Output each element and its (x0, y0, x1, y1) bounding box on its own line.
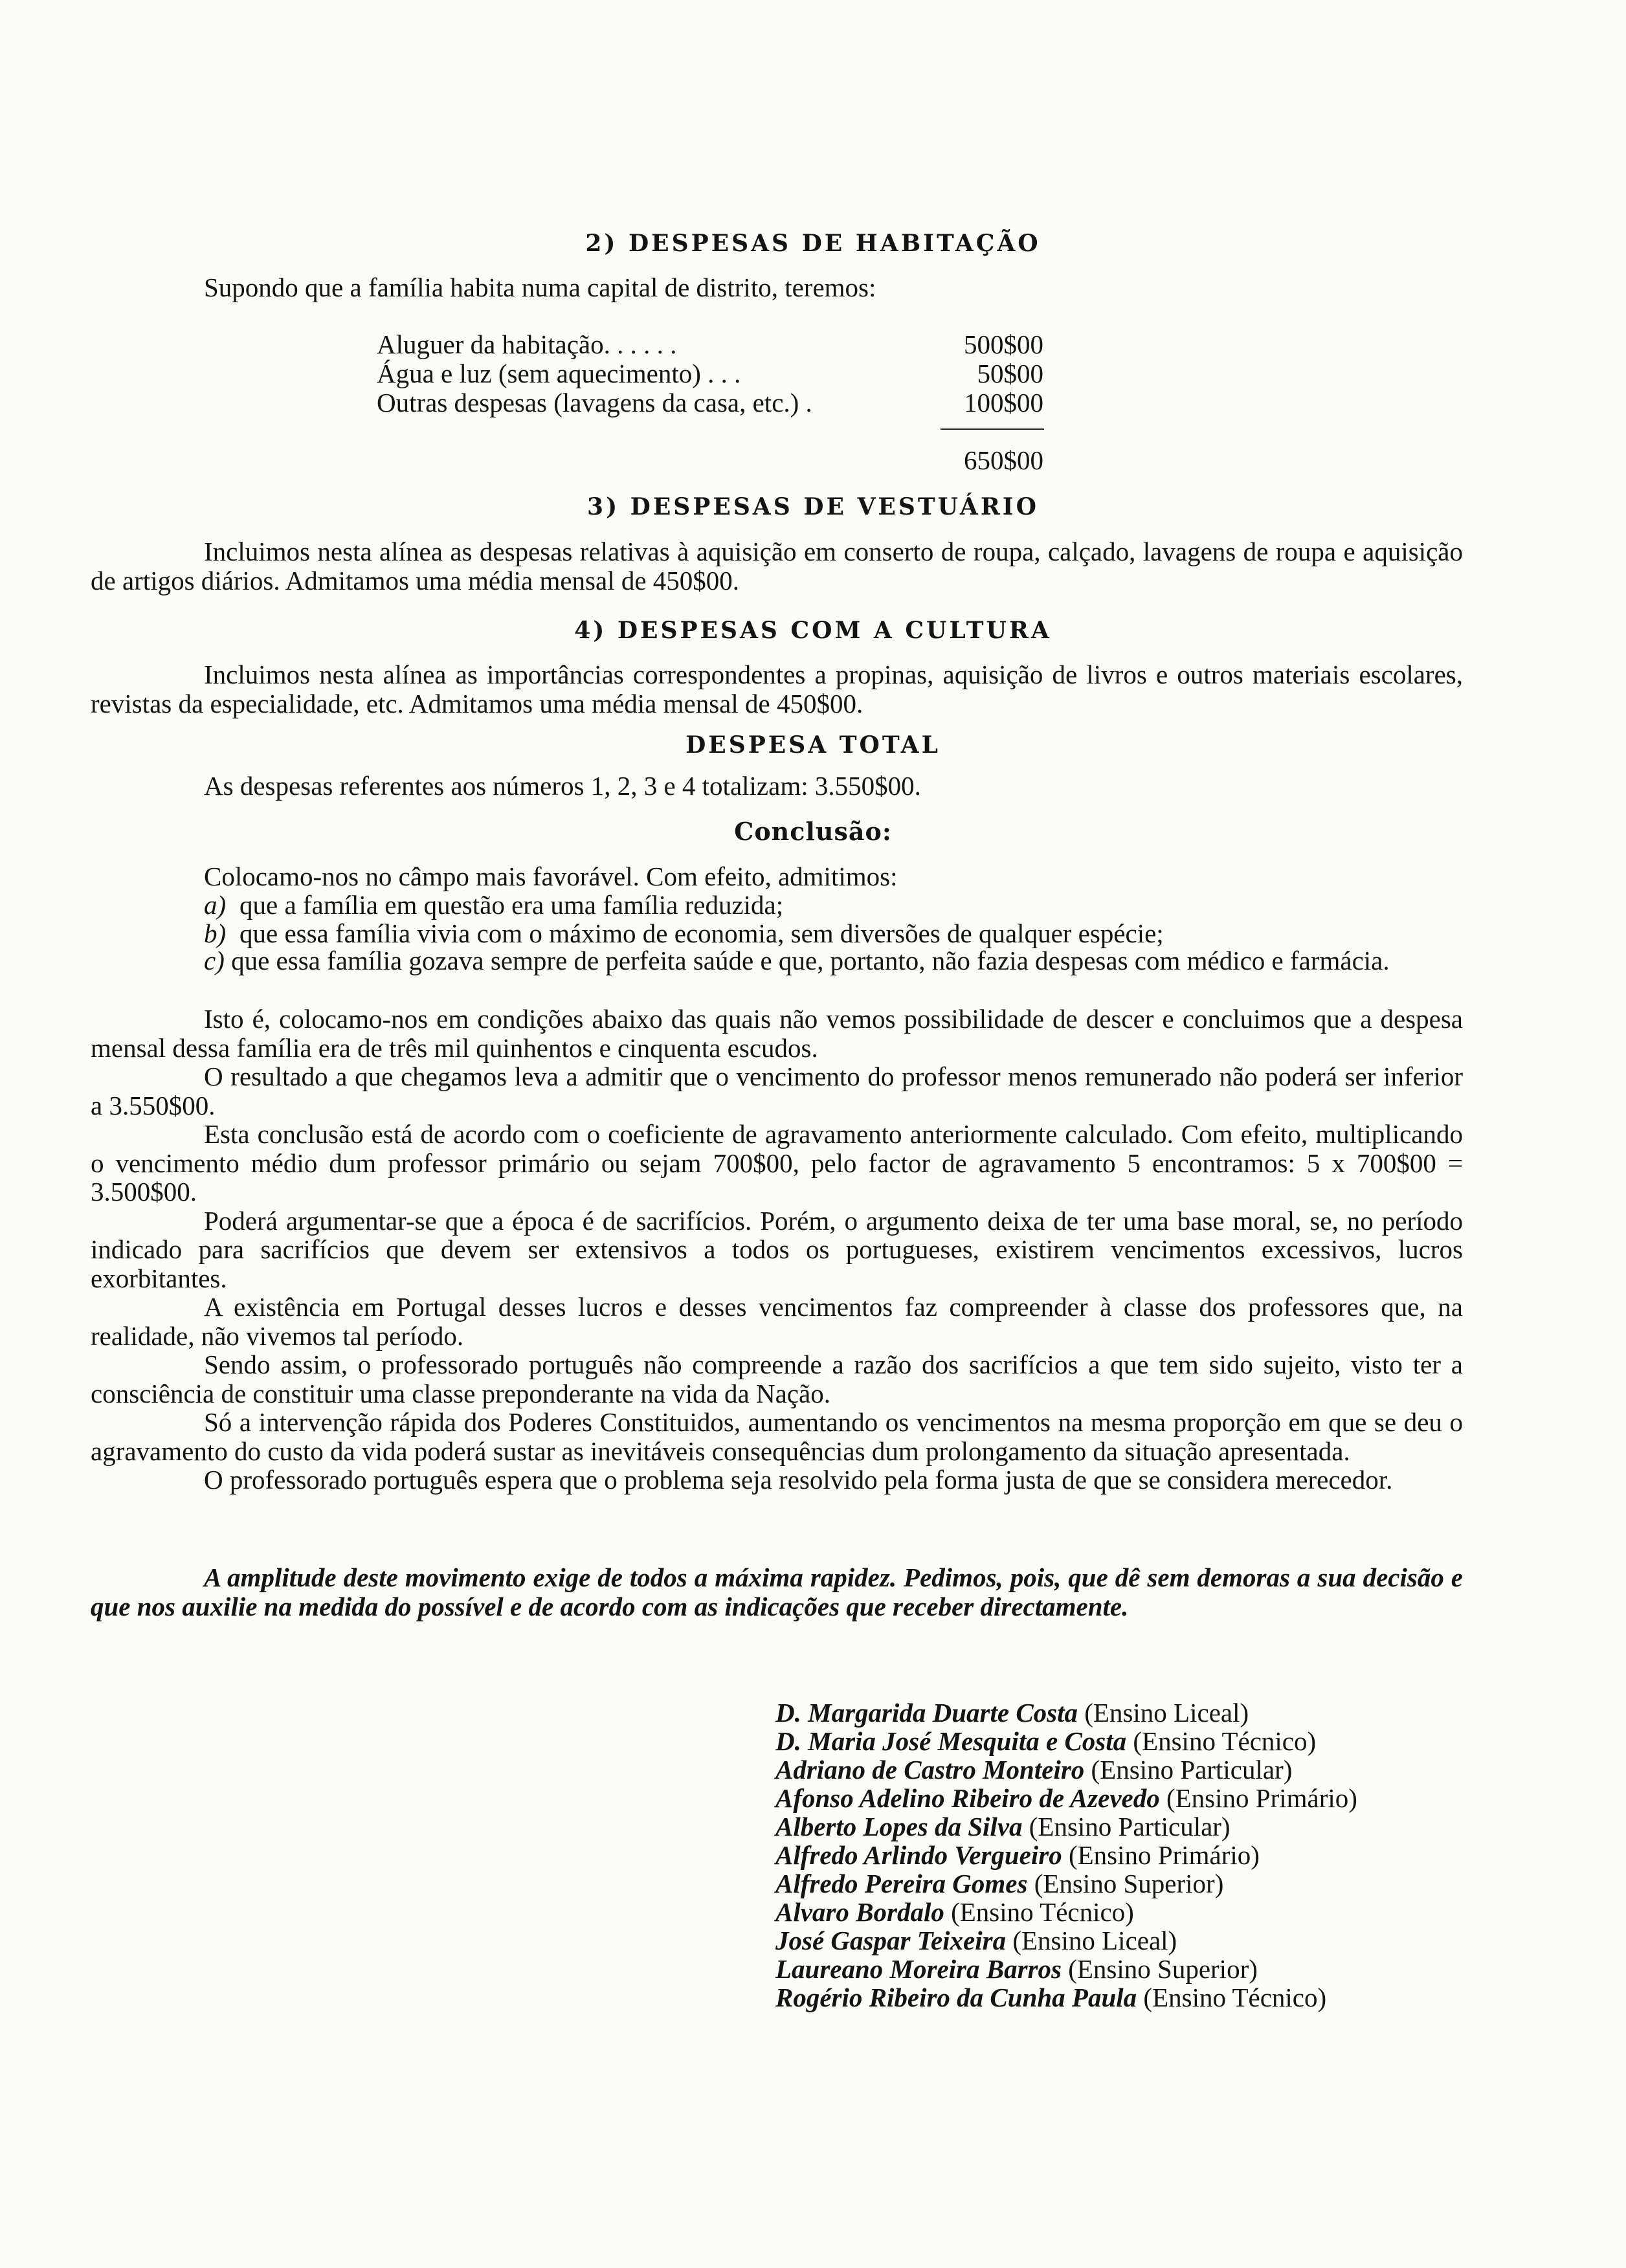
paragraph: Isto é, colocamo-nos em condições abaixo das quais não vemos possibilidade de descer e concluimos que a despesa mensal dessa família era de três mil quinhentos e cinquenta escudos. (91, 1004, 1463, 1063)
vestuario-paragraph (91, 537, 1463, 595)
signatory (775, 1726, 1316, 1754)
signatory (775, 1697, 1249, 1726)
signatory (775, 1840, 1260, 1868)
conclusion-paragraphs (91, 1005, 1463, 1495)
habitacao-intro: Supondo que a família habita numa capital de distrito, teremos: (204, 272, 876, 302)
signatory-name: Alfredo Arlindo Vergueiro (775, 1840, 1062, 1870)
signatory-role: (Ensino Superior) (1034, 1869, 1224, 1898)
signatory-role: (Ensino Primário) (1068, 1840, 1260, 1870)
signatory (775, 1896, 1134, 1925)
list-text: que essa família vivia com o máximo de economia, sem diversões de qualquer espécie; (239, 918, 1164, 948)
signatory (775, 1925, 1177, 1953)
signatory-role: (Ensino Particular) (1029, 1812, 1231, 1841)
signatory (775, 1754, 1292, 1783)
list-item (204, 918, 1164, 949)
paragraph: O professorado português espera que o problema seja resolvido pela forma justa de que se considera merecedor. (204, 1465, 1393, 1495)
signatory-name: José Gaspar Teixeira (775, 1926, 1007, 1955)
signatory-name: Afonso Adelino Ribeiro de Azevedo (775, 1783, 1160, 1813)
signatory-name: Laureano Moreira Barros (775, 1954, 1062, 1984)
paragraph: O resultado a que chegamos leva a admitir que o vencimento do professor menos remunerado não poderá ser inferior a 3.550$00. (91, 1062, 1463, 1120)
sum-rule (941, 428, 1044, 430)
total-text: As despesas referentes aos números 1, 2, 3 e 4 totalizam: 3.550$00. (204, 771, 921, 801)
list-item-c (91, 946, 1463, 975)
vestuario-text: Incluimos nesta alínea as despesas relativas à aquisição em conserto de roupa, calçado, lavagens de roupa e aquisição de artigos diários. Admitamos uma média mensal de 450$00. (91, 537, 1463, 595)
list-item (204, 889, 783, 920)
list-text: que a família em questão era uma família reduzida; (239, 890, 784, 920)
list-text: que essa família gozava sempre de perfeita saúde e que, portanto, não fazia despesas com médico e farmácia. (231, 946, 1390, 975)
paragraph: A existência em Portugal desses lucros e desses vencimentos faz compreender à classe dos professores que, na realidade, não vivemos tal período. (91, 1292, 1463, 1351)
heading-habitacao: 2) DESPESAS DE HABITAÇÃO (585, 230, 1041, 257)
signatory-role: (Ensino Técnico) (1133, 1726, 1317, 1756)
list-marker: a) (204, 890, 227, 920)
cultura-text: Incluimos nesta alínea as importâncias correspondentes a propinas, aquisição de livros e outros materiais escolares, revistas da especialidade, etc. Admitamos uma média mensal de 450$00. (91, 660, 1463, 718)
total-paragraph (91, 772, 1463, 801)
heading-despesa-total: DESPESA TOTAL (685, 731, 941, 759)
expense-amount: 50$00 (977, 359, 1043, 388)
signatory-name: Alberto Lopes da Silva (775, 1812, 1023, 1841)
signatory (775, 1811, 1231, 1840)
expense-amount: 500$00 (964, 329, 1043, 359)
expense-row (377, 358, 1043, 388)
heading-vestuario: 3) DESPESAS DE VESTUÁRIO (587, 493, 1039, 520)
signatory (775, 1953, 1258, 1982)
appeal-text: A amplitude deste movimento exige de todos a máxima rapidez. Pedimos, pois, que dê sem demoras a sua decisão e que nos auxilie na medida do possível e de acordo com as indicações que receber directamente. (91, 1562, 1463, 1621)
expense-total: 650$00 (964, 445, 1043, 475)
expense-label: Outras despesas (lavagens da casa, etc.) . (377, 388, 812, 417)
signatory (775, 1783, 1357, 1811)
expense-label: Aluguer da habitação. . . . . . (377, 329, 677, 359)
expense-row (377, 387, 1043, 417)
expense-amount: 100$00 (964, 388, 1043, 417)
heading-conclusao: Conclusão: (734, 817, 892, 846)
cultura-paragraph (91, 660, 1463, 718)
paragraph: Sendo assim, o professorado português não compreende a razão dos sacrifícios a que tem sido sujeito, visto ter a consciência de constituir uma classe preponderante na vida da Nação. (91, 1350, 1463, 1408)
signatory (775, 1868, 1223, 1896)
list-marker: b) (204, 918, 227, 948)
signatory (775, 1982, 1326, 2010)
expense-row (377, 329, 1043, 359)
expense-total-row (377, 445, 1043, 474)
signatory-role: (Ensino Liceal) (1012, 1926, 1177, 1955)
signatory-name: Adriano de Castro Monteiro (775, 1755, 1085, 1784)
signatory-role: (Ensino Primário) (1166, 1783, 1357, 1813)
signatory-name: D. Maria José Mesquita e Costa (775, 1726, 1127, 1756)
signatory-name: D. Margarida Duarte Costa (775, 1698, 1078, 1728)
conclusao-intro: Colocamo-nos no câmpo mais favorável. Com efeito, admitimos: (204, 862, 898, 891)
signatory-name: Alvaro Bordalo (775, 1897, 944, 1927)
paragraph: Poderá argumentar-se que a época é de sacrifícios. Porém, o argumento deixa de ter uma base moral, se, no período indicado para sacrifícios que devem ser extensivos a todos os portugueses, existirem vencimentos excessivos, lucros exorbitantes. (91, 1205, 1463, 1293)
signatory-name: Rogério Ribeiro da Cunha Paula (775, 1983, 1137, 2012)
heading-cultura: 4) DESPESAS COM A CULTURA (574, 617, 1052, 644)
paragraph: Só a intervenção rápida dos Poderes Constituidos, aumentando os vencimentos na mesma proporção em que se deu o agravamento do custo da vida poderá sustar as inevitáveis consequências dum prolongamento da situação apresentada. (91, 1407, 1463, 1466)
expense-label: Água e luz (sem aquecimento) . . . (377, 359, 741, 388)
signatory-role: (Ensino Liceal) (1084, 1698, 1249, 1728)
signatory-role: (Ensino Superior) (1068, 1954, 1258, 1984)
signatory-role: (Ensino Técnico) (951, 1897, 1134, 1927)
signatory-role: (Ensino Técnico) (1143, 1983, 1327, 2012)
list-marker: c) (204, 946, 225, 975)
signatory-role: (Ensino Particular) (1091, 1755, 1293, 1784)
signatory-name: Alfredo Pereira Gomes (775, 1869, 1028, 1898)
paragraph: Esta conclusão está de acordo com o coeficiente de agravamento anteriormente calculado. Com efeito, multiplicando o vencimento médio dum professor primário ou sejam 700$00, pelo factor de agravamento 5 encontramos: 5 x 700$00 = 3.500$00. (91, 1119, 1463, 1206)
appeal-paragraph (91, 1563, 1463, 1621)
